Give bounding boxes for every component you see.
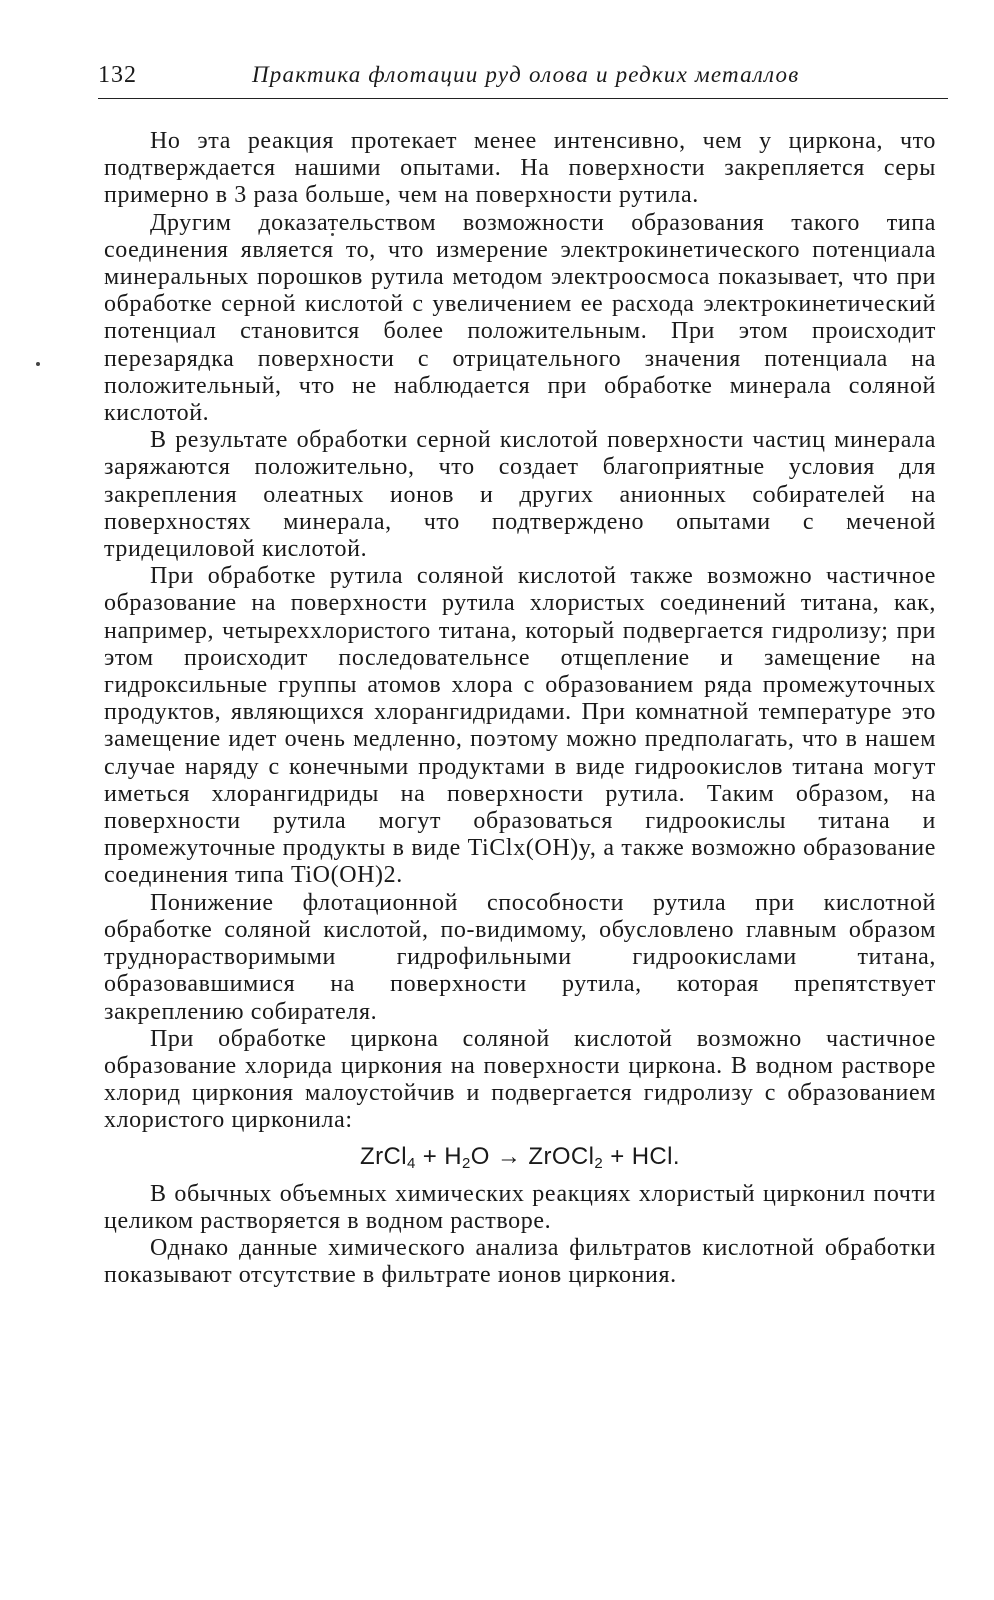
running-title: Практика флотации руд олова и редких металлов — [252, 62, 800, 87]
formula-subscript: 2 — [594, 1154, 604, 1172]
formula-reactant-h: H — [444, 1142, 463, 1170]
page-number: 132 — [98, 62, 137, 88]
formula-reactant-o: O — [470, 1142, 490, 1170]
formula-product-hcl: HCl. — [631, 1142, 680, 1170]
paragraph: Понижение флотационной способности рутила при кислотной обработке соляной кислотой, по-видимому, обусловлено главным образом труднорастворимыми гидрофильными гидроокислами титана, образовавшимися на поверхности рутила, которая препятствует закреплению собирателя. — [104, 889, 936, 1025]
paragraph: Другим доказательством возможности образования такого типа соединения является то, что измерение электрокинетического потенциала минеральных порошков рутила методом электроосмоса показывает, что при обработке серной кислотой с увеличением ее расхода электрокинетический потенциал становится более положительным. При этом происходит перезарядка поверхности с отрицательного значения потенциала на положительный, что не наблюдается при обработке минерала соляной кислотой. — [104, 209, 936, 427]
stray-dot-mark — [36, 362, 40, 366]
paragraph: Но эта реакция протекает менее интенсивно, чем у циркона, что подтверждается нашими опытами. На поверхности закрепляется серы примерно в 3 раза больше, чем на поверхности рутила. — [104, 128, 936, 209]
formula-arrow: → — [489, 1142, 529, 1170]
formula-subscript: 2 — [462, 1154, 471, 1172]
formula-subscript: 4 — [406, 1154, 416, 1172]
paragraph: При обработке циркона соляной кислотой возможно частичное образование хлорида циркония на поверхности циркона. В водном растворе хлорид циркония малоустойчив и подвергается гидролизу с образованием хлористого цирконила: — [104, 1025, 936, 1134]
formula-plus: + — [415, 1142, 445, 1170]
paragraph: Однако данные химического анализа фильтратов кислотной обработки показывают отсутствие в фильтрате ионов циркония. — [104, 1234, 936, 1289]
paragraph: В обычных объемных химических реакциях хлористый цирконил почти целиком растворяется в водном растворе. — [104, 1180, 936, 1234]
formula-reactant-zrcl: ZrCl — [360, 1142, 407, 1170]
paragraph: В результате обработки серной кислотой поверхности частиц минерала заряжаются положительно, что создает благоприятные условия для закрепления олеатных ионов и других анионных собирателей на поверхностях минерала, что подтверждено опытами с меченой тридециловой кислотой. — [104, 427, 936, 563]
running-header — [98, 58, 948, 99]
body-text — [104, 128, 936, 1289]
paragraph: При обработке рутила соляной кислотой также возможно частичное образование на поверхности рутила хлористых соединений титана, как, например, четыреххлористого титана, который подвергается гидролизу; при этом происходит последовательнсе отщепление и замещение на гидроксильные группы атомов хлора с образованием ряда промежуточных продуктов, являющихся хлорангидридами. При комнатной температуре это замещение идет очень медленно, поэтому можно предполагать, что в нашем случае наряду с конечными продуктами в виде гидроокислов титана могут иметься хлорангидриды на поверхности рутила. Таким образом, на поверхности рутила могут образоваться гидроокислы титана и промежуточные продукты в виде TiClx(OH)y, а также возможно образование соединения типа TiO(OH)2. — [104, 563, 936, 889]
formula-plus: + — [603, 1142, 632, 1170]
formula-product-zrocl: ZrOCl — [528, 1142, 595, 1170]
chemical-equation — [104, 1139, 936, 1175]
